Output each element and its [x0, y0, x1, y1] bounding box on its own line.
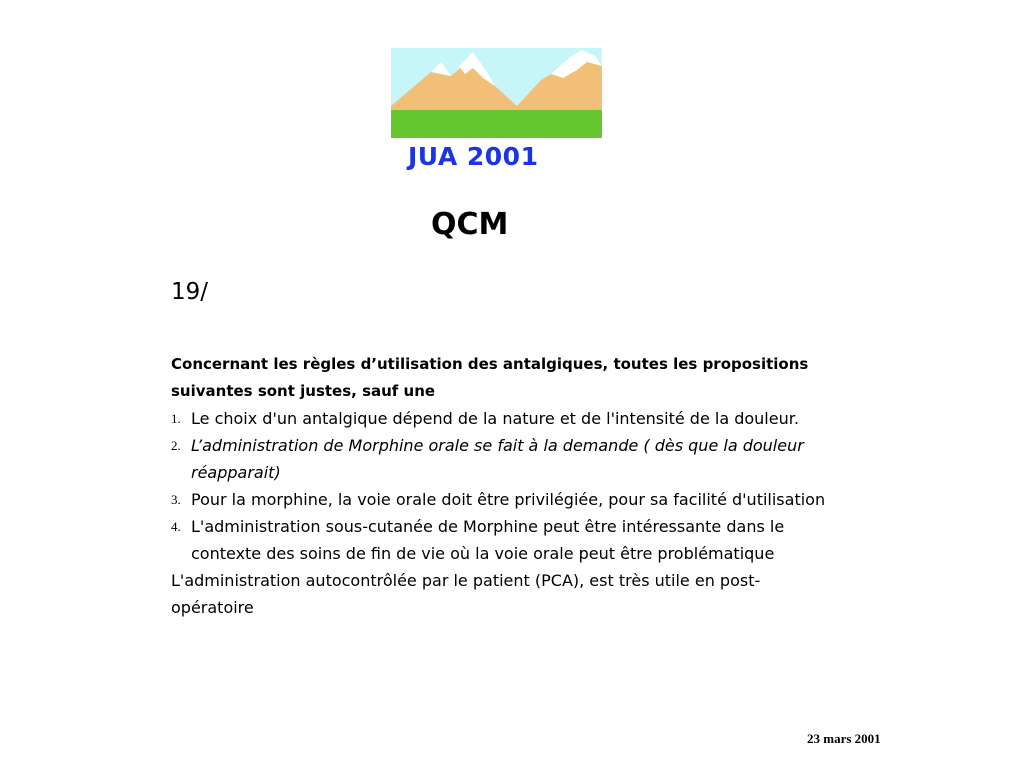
option-2 [171, 432, 851, 486]
option-text: opératoire [171, 598, 254, 617]
brand-name: JUA 2001 [408, 142, 539, 171]
option-text: Pour la morphine, la voie orale doit être privilégiée, pour sa facilité d'utilisation [191, 490, 826, 509]
mountain-landscape-logo-icon [391, 48, 602, 138]
footer-date: 23 mars 2001 [807, 731, 881, 746]
question-stem-line: Concernant les règles d’utilisation des antalgiques, toutes les propositions [171, 355, 809, 373]
option-text: Le choix d'un antalgique dépend de la nature et de l'intensité de la douleur. [191, 409, 799, 428]
option-text: L'administration autocontrôlée par le patient (PCA), est très utile en post- [171, 571, 761, 590]
page-title: QCM [431, 207, 509, 242]
option-3 [171, 486, 851, 513]
option-text: contexte des soins de fin de vie où la voie orale peut être problématique [191, 544, 775, 563]
option-number: 3. [171, 492, 181, 507]
question-stem [171, 351, 851, 405]
option-4 [171, 513, 851, 567]
option-number: 2. [171, 438, 181, 453]
question-number: 19/ [171, 279, 209, 305]
option-text: L’administration de Morphine orale se fait à la demande ( dès que la douleur [191, 436, 804, 455]
option-5 [171, 567, 851, 621]
option-text: réapparait) [191, 463, 281, 482]
question-stem-line: suivantes sont justes, sauf une [171, 382, 436, 400]
option-number: 4. [171, 519, 181, 534]
question-block [171, 351, 851, 621]
option-number: 1. [171, 411, 181, 426]
option-text: L'administration sous-cutanée de Morphine peut être intéressante dans le [191, 517, 785, 536]
option-1 [171, 405, 851, 432]
